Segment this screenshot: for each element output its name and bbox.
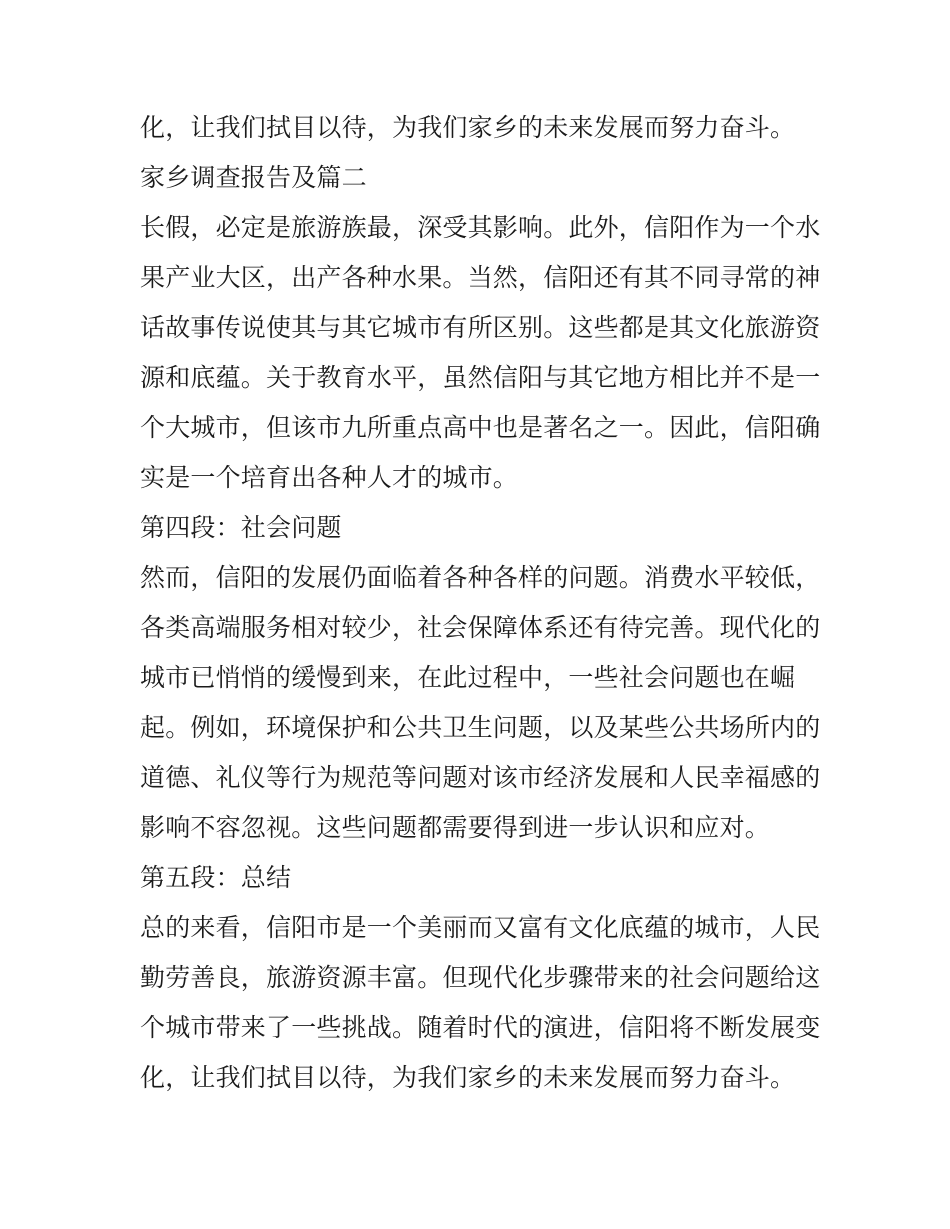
body-text-line: 城市已悄悄的缓慢到来，在此过程中，一些社会问题也在崛 — [140, 663, 796, 692]
body-text-line: 各类高端服务相对较少，社会保障体系还有待完善。现代化的 — [140, 613, 821, 642]
body-text-line: 个大城市，但该市九所重点高中也是著名之一。因此，信阳确 — [140, 413, 821, 442]
body-text-line: 实是一个培育出各种人才的城市。 — [140, 463, 519, 492]
section-heading: 第五段：总结 — [140, 863, 292, 892]
body-text-line: 然而，信阳的发展仍面临着各种各样的问题。消费水平较低， — [140, 563, 821, 592]
body-text-line: 总的来看，信阳市是一个美丽而又富有文化底蕴的城市，人民 — [140, 913, 821, 942]
body-text-line: 个城市带来了一些挑战。随着时代的演进，信阳将不断发展变 — [140, 1013, 821, 1042]
body-text-line: 起。例如，环境保护和公共卫生问题，以及某些公共场所内的 — [140, 713, 821, 742]
body-text-line: 勤劳善良，旅游资源丰富。但现代化步骤带来的社会问题给这 — [140, 963, 821, 992]
paragraph-continuation-line: 化，让我们拭目以待，为我们家乡的未来发展而努力奋斗。 — [140, 113, 796, 142]
body-text-line: 影响不容忽视。这些问题都需要得到进一步认识和应对。 — [140, 813, 771, 842]
body-text-line: 化，让我们拭目以待，为我们家乡的未来发展而努力奋斗。 — [140, 1063, 796, 1092]
document-body — [140, 108, 820, 1108]
body-text-line: 长假，必定是旅游族最，深受其影响。此外，信阳作为一个水 — [140, 213, 821, 242]
body-text-line: 话故事传说使其与其它城市有所区别。这些都是其文化旅游资 — [140, 313, 821, 342]
section-heading: 第四段：社会问题 — [140, 513, 342, 542]
body-text-line: 果产业大区，出产各种水果。当然，信阳还有其不同寻常的神 — [140, 263, 821, 292]
section-heading: 家乡调查报告及篇二 — [140, 163, 367, 192]
body-text-line: 道德、礼仪等行为规范等问题对该市经济发展和人民幸福感的 — [140, 763, 821, 792]
body-text-line: 源和底蕴。关于教育水平，虽然信阳与其它地方相比并不是一 — [140, 363, 821, 392]
